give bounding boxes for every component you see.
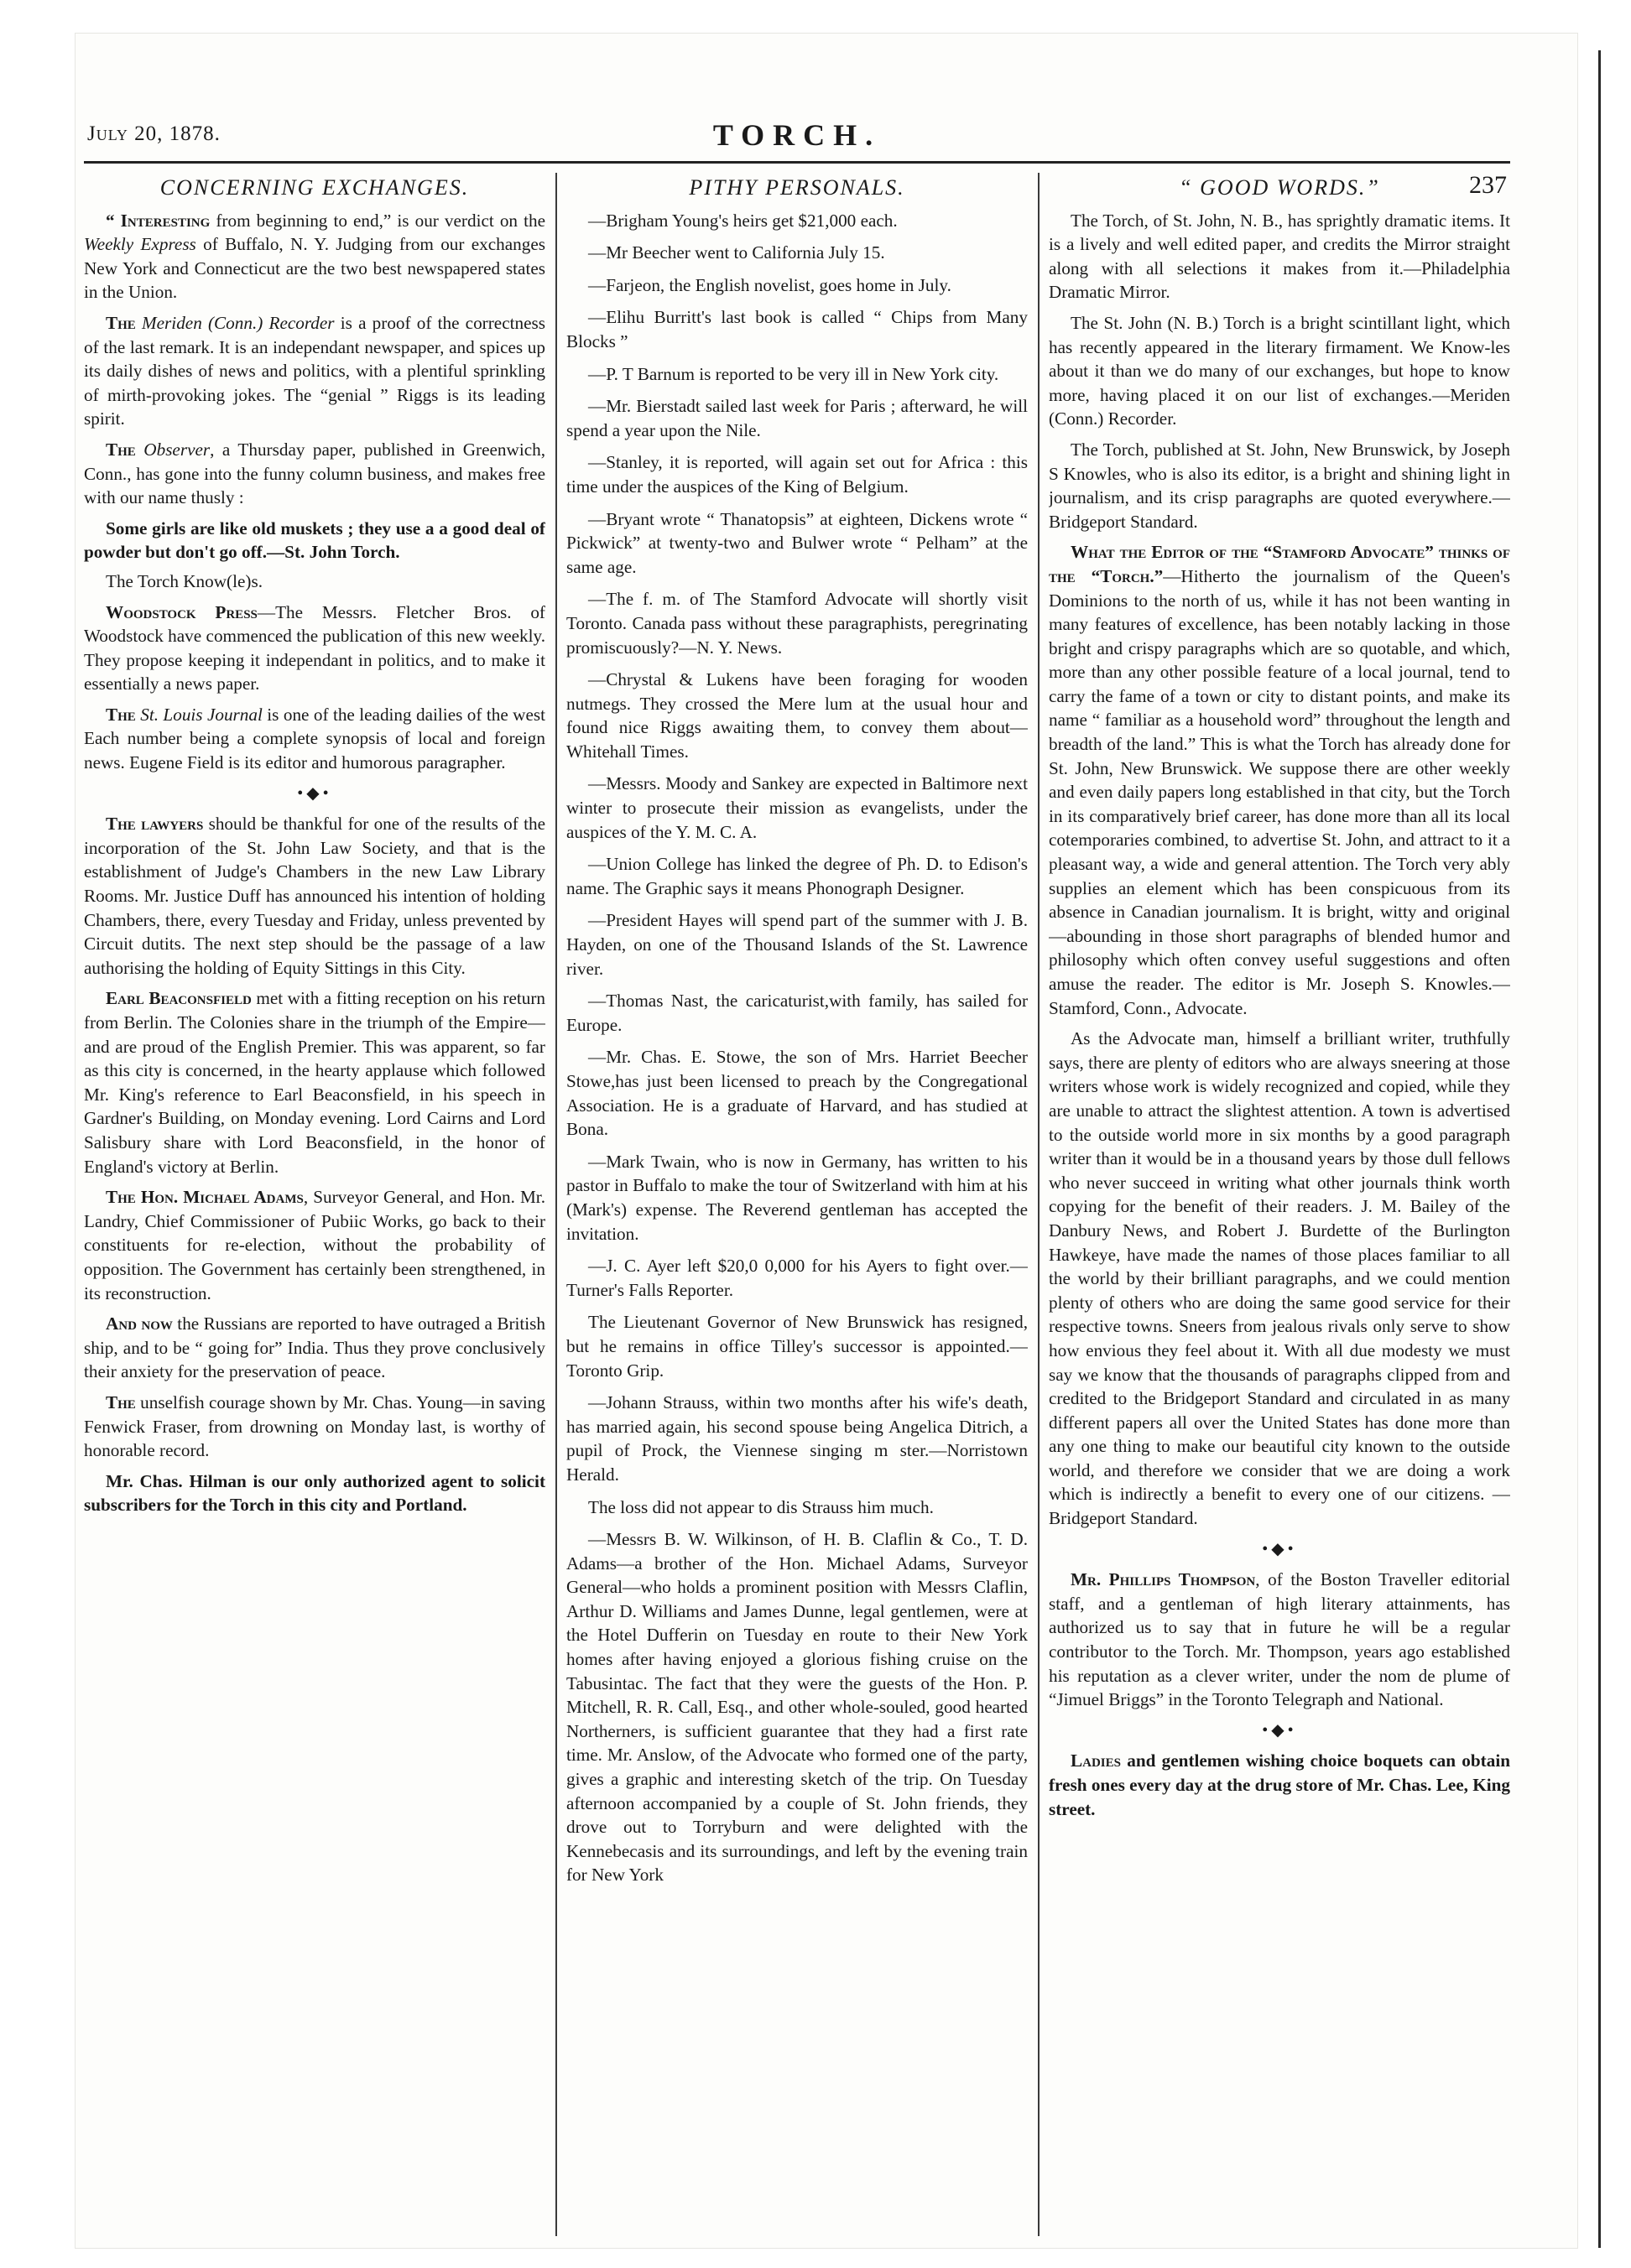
paragraph: The Hon. Michael Adams, Surveyor General, and Hon. Mr. Landry, Chief Commissioner of Pubiic Works, go back to their constituents for re-election, without the probability of opposition. The Government has certainly been strengthened, in its reconstruction. — [84, 1187, 545, 1303]
personal-item: The loss did not appear to dis Strauss him much. — [588, 1496, 934, 1517]
ornament-divider: •◆• — [297, 783, 332, 803]
personal-item: —Mr. Chas. E. Stowe, the son of Mrs. Harriet Beecher Stowe,has just been licensed to preach by the Congregational Association. He is a graduate of Harvard, and has studied at Bona. — [566, 1047, 1028, 1140]
paragraph: The Observer, a Thursday paper, published in Greenwich, Conn., has gone into the funny column business, and makes free with our name thusly : — [84, 439, 545, 508]
personal-item: —Mr. Bierstadt sailed last week for Paris ; afterward, he will spend a year upon the Nile. — [566, 396, 1028, 440]
paragraph: The Torch, published at St. John, New Brunswick, by Joseph S Knowles, who is also its editor, is a bright and shining light in journalism, and its crisp paragraphs are quoted everywhere.—Bridgeport Standard. — [1049, 439, 1510, 532]
personal-item: —Messrs. Moody and Sankey are expected in Baltimore next winter to prosecute their mission as evangelists, under the auspices of the Y. M. C. A. — [566, 773, 1028, 842]
column-rule — [1038, 173, 1040, 2236]
column-concerning-exchanges — [84, 176, 545, 2223]
column-heading: PITHY PERSONALS. — [689, 176, 905, 200]
paragraph: And now the Russians are reported to have outraged a British ship, and to be “ going for” India. Thus they prove conclusively their anxiety for the preservation of peace. — [84, 1313, 545, 1382]
personal-item: —Stanley, it is reported, will again set out for Africa : this time under the auspices of the King of Belgium. — [566, 452, 1028, 497]
issue-date: July 20, 1878. — [87, 122, 221, 145]
personal-item: —Chrystal & Lukens have been foraging for wooden nutmegs. They crossed the Mere lum at the usual hour and found nice Riggs awaiting them, to convey them about—Whitehall Times. — [566, 669, 1028, 762]
personal-item: —Union College has linked the degree of Ph. D. to Edison's name. The Graphic says it means Phonograph Designer. — [566, 854, 1028, 898]
personal-item: —Johann Strauss, within two months after his wife's death, has married again, his second spouse being Angelica Ditrich, a pupil of Prock, the Viennese singing m ster.—Norristown Herald. — [566, 1392, 1028, 1485]
paragraph: The Meriden (Conn.) Recorder is a proof of the correctness of the last remark. It is an independant newspaper, and spices up its daily dishes of news and politics, with a plentiful sprinkling of mirth-provoking jokes. The “genial ” Riggs is its leading spirit. — [84, 312, 545, 429]
column-heading: “ GOOD WORDS.” — [1179, 176, 1380, 200]
quoted-joke: Some girls are like old muskets ; they use a a good deal of powder but don't go off.—St. John Torch. — [84, 518, 545, 563]
personal-item: —President Hayes will spend part of the summer with J. B. Hayden, on one of the Thousand Islands of the St. Lawrence river. — [566, 910, 1028, 979]
newspaper-page — [84, 117, 1510, 2231]
personal-item: —Bryant wrote “ Thanatopsis” at eighteen, Dickens wrote “ Pickwick” at twenty-two and Bulwer wrote “ Pelham” at the same age. — [566, 508, 1028, 577]
personals-list — [566, 209, 1028, 1887]
header-rule — [84, 161, 1510, 164]
personal-item: —Thomas Nast, the caricaturist,with family, has sailed for Europe. — [566, 991, 1028, 1035]
personal-item: —Mark Twain, who is now in Germany, has written to his pastor in Buffalo to make the tour of Switzerland with him at his (Mark's) expense. The Reverend gentleman has accepted the invitation. — [566, 1151, 1028, 1244]
paragraph: Woodstock Press—The Messrs. Fletcher Bros. of Woodstock have commenced the publication of this new weekly. They propose keeping it independant in politics, and to make it essentially a news paper. — [84, 601, 545, 694]
paragraph: Earl Beaconsfield met with a fitting reception on his return from Berlin. The Colonies share in the triumph of the Empire—and are proud of the English Premier. This was apparent, so far as this city is concerned, in the hearty applause which followed Mr. King's reference to Earl Beaconsfield, in his speech in Gardner's Building, on Monday evening. Lord Cairns and Lord Salisbury share with Lord Beaconsfield, in the honor of England's victory at Berlin. — [84, 988, 545, 1177]
column-pithy-personals — [566, 176, 1028, 2223]
paragraph: The unselfish courage shown by Mr. Chas. Young—in saving Fenwick Fraser, from drowning on Monday last, is worthy of honorable record. — [84, 1391, 545, 1461]
paragraph: Ladies and gentlemen wishing choice boquets can obtain fresh ones every day at the drug store of Mr. Chas. Lee, King street. — [1049, 1750, 1510, 1819]
personal-item: —Messrs B. W. Wilkinson, of H. B. Claflin & Co., T. D. Adams—a brother of the Hon. Michael Adams, Surveyor General—who holds a prominent position with Messrs Claflin, Arthur D. Williams and James Dunne, legal gentlemen, were at the Hotel Dufferin on Tuesday en route to their New York homes after having enjoyed a glorious fishing cruise on the Tabusintac. The fact that they were the guests of the Hon. P. Mitchell, R. R. Call, Esq., and other whole-souled, good hearted Northerners, is sufficient guarantee that they had a first rate time. Mr. Anslow, of the Advocate who formed one of the party, gives a graphic and interesting sketch of the trip. On Tuesday afternoon accompanied by a couple of St. John friends, they drove out to Torryburn and were delighted with the Kennebecasis and its surroundings, and left by the evening train for New York — [566, 1529, 1028, 1886]
page-number: 237 — [1469, 171, 1507, 199]
personal-item: —The f. m. of The Stamford Advocate will shortly visit Toronto. Canada pass without these paragraphists, peregrinating promiscuously?—N. Y. News. — [566, 589, 1028, 658]
paragraph: The Torch Know(le)s. — [106, 570, 263, 591]
paragraph: The lawyers should be thankful for one of the results of the incorporation of the St. John Law Society, and that is the establishment of Judge's Chambers in the new Law Library Rooms. Mr. Justice Duff has announced his intention of holding Chambers, there, every Tuesday and Friday, unless prevented by Circuit dutits. The next step should be the passage of a law authorising the holding of Equity Sittings in this City. — [84, 814, 545, 978]
page-edge-shadow — [1598, 50, 1601, 2248]
paragraph: The St. John (N. B.) Torch is a bright scintillant light, which has recently appeared in the literary firmament. We Know-les about it than we do many of our exchanges, but hope to know more, having placed it on our list of exchanges.—Meriden (Conn.) Recorder. — [1049, 312, 1510, 429]
paragraph: What the Editor of the “Stamford Advocate” thinks of the “Torch.”—Hitherto the journalism of the Queen's Dominions to the north of us, while it has not been wanting in many features of excellence, has been notably lacking in those bright and crispy paragraphs which are so quotable, and which, more than any other possible feature of a local journal, tend to carry the fame of a town or city to distant points, and make its name “ familiar as a household word” throughout the length and breadth of the land.” This is what the Torch has already done for St. John, New Brunswick. We suppose there are other weekly and even daily papers long established in that city, but the Torch in its comparatively brief career, has done more than all its local cotemporaries combined, to advertise St. John, and attract to it a pleasant way, a wide and general attention. The Torch very ably supplies an element which has been conspicuous from its absence in Canadian journalism. It is bright, witty and original—abounding in those short paragraphs of blended humor and philosophy which often convey useful suggestions and often amuse the reader. The editor is Mr. Joseph S. Knowles.—Stamford, Conn., Advocate. — [1049, 542, 1510, 1018]
personal-item: —P. T Barnum is reported to be very ill in New York city. — [588, 363, 999, 384]
personal-item: —J. C. Ayer left $20,0 0,000 for his Ayers to fight over.—Turner's Falls Reporter. — [566, 1256, 1028, 1300]
personal-item: —Brigham Young's heirs get $21,000 each. — [588, 210, 898, 231]
column-good-words — [1049, 176, 1510, 2223]
paragraph: Mr. Chas. Hilman is our only authorized agent to solicit subscribers for the Torch in this city and Portland. — [84, 1470, 545, 1516]
personal-item: —Farjeon, the English novelist, goes home in July. — [588, 274, 951, 295]
personal-item: —Mr Beecher went to California July 15. — [588, 242, 885, 263]
paragraph: The Torch, of St. John, N. B., has sprightly dramatic items. It is a lively and well edited paper, and credits the Mirror straight along with all selections it makes from it.—Philadelphia Dramatic Mirror. — [1049, 210, 1510, 303]
paragraph: As the Advocate man, himself a brilliant writer, truthfully says, there are plenty of editors who are always sneering at those writers whose work is widely recognized and copied, while they are unable to attract the slightest attention. A town is advertised to the outside world more in six months by a good paragraph writer than it would be in a thousand years by those dull fellows who never succeed in writing what other journals think worth copying for the benefit of their readers. J. M. Bailey of the Danbury News, and Robert J. Burdette of the Burlington Hawkeye, have made the names of those places familiar to all the world by their brilliant paragraphs, and we could mention plenty of others who are doing the same good service for their respective towns. Sneers from jealous rivals only serve to show how envious they feel about it. With all due modesty we must say we know that the thousands of paragraphs clipped from and credited to the Bridgeport Standard and circulated in as many different papers all over the United States has done more than any one thing to make our beautiful city known to the outside world, and therefore we consider that we are doing a work which is indirectly a benefit to every one of our citizens. —Bridgeport Standard. — [1049, 1028, 1510, 1529]
column-rule — [555, 173, 557, 2236]
paragraph: “ Interesting from beginning to end,” is our verdict on the Weekly Express of Buffalo, N. Y. Judging from our exchanges New York and Connecticut are the two best newspapered states in the Union. — [84, 210, 545, 303]
column-heading: CONCERNING EXCHANGES. — [159, 176, 470, 200]
paragraph: The St. Louis Journal is one of the leading dailies of the west Each number being a complete synopsis of local and foreign news. Eugene Field is its editor and humorous paragrapher. — [84, 704, 545, 773]
personal-item: —Elihu Burritt's last book is called “ Chips from Many Blocks ” — [566, 307, 1028, 351]
paragraph: Mr. Phillips Thompson, of the Boston Traveller editorial staff, and a gentleman of high literary attainments, has authorized us to say that in future he will be a regular contributor to the Torch. Mr. Thompson, years ago established his reputation as a clever writer, under the nom de plume of “Jimuel Briggs” in the Toronto Telegraph and National. — [1049, 1569, 1510, 1710]
ornament-divider: •◆• — [1262, 1720, 1297, 1740]
masthead-title: TORCH. — [712, 118, 882, 152]
ornament-divider: •◆• — [1262, 1539, 1297, 1558]
personal-item: The Lieutenant Governor of New Brunswick has resigned, but he remains in office Tilley's successor is appointed.—Toronto Grip. — [566, 1312, 1028, 1381]
